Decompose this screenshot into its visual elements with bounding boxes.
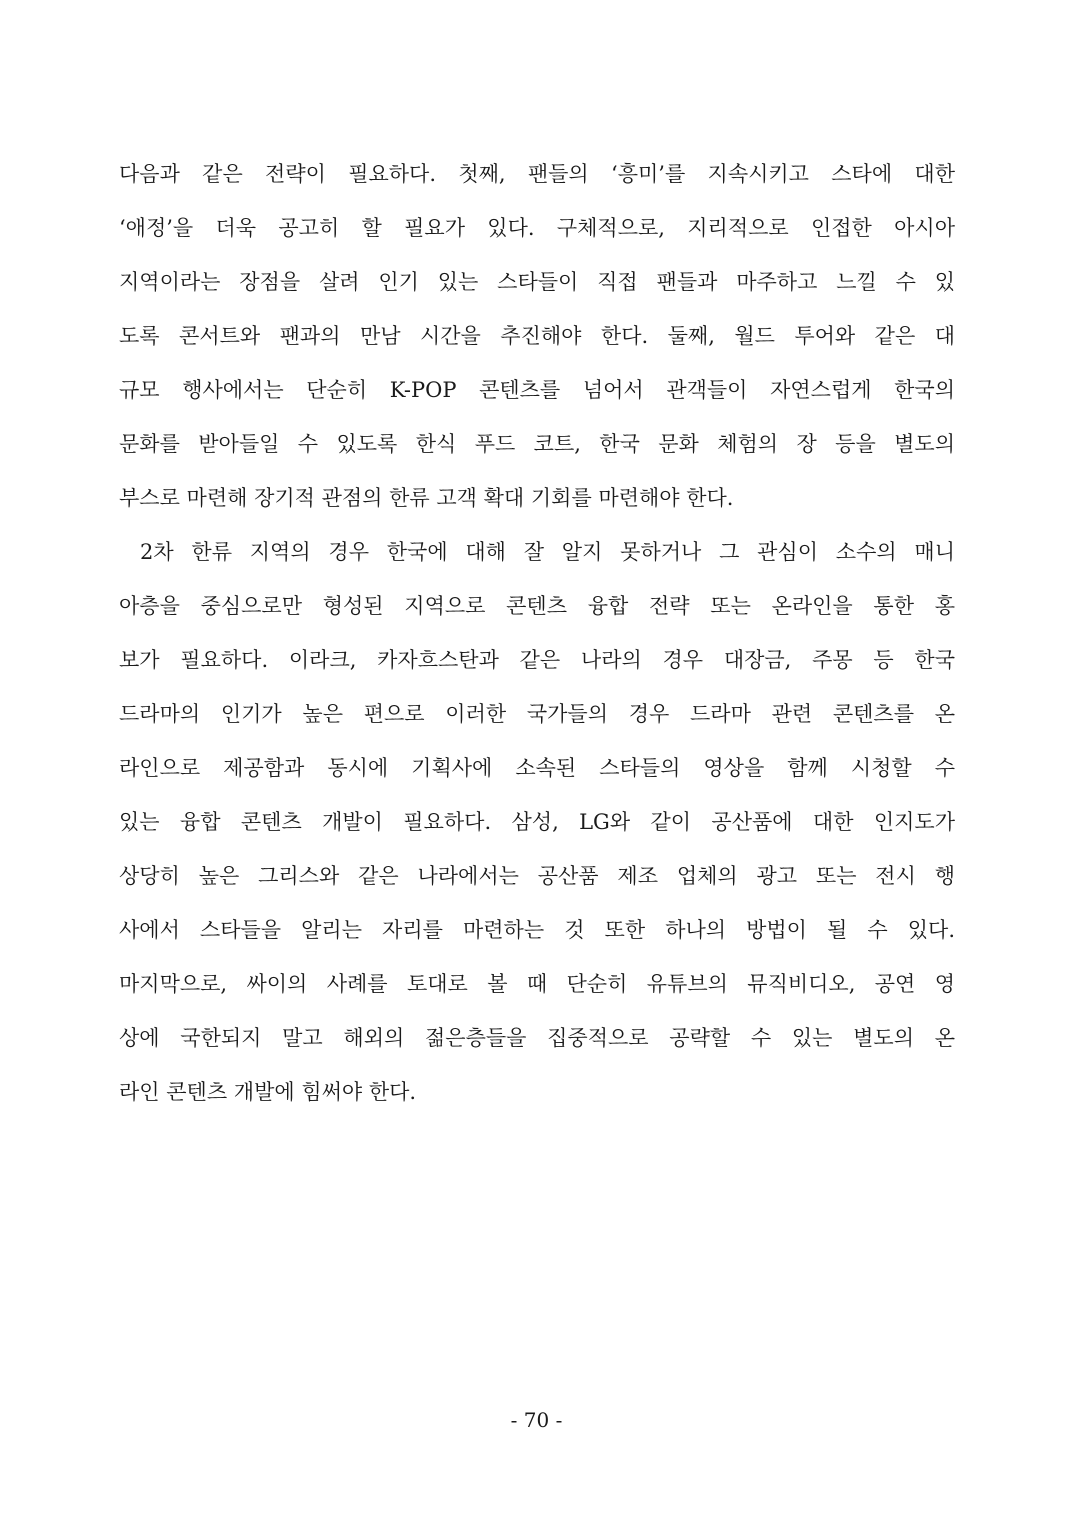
paragraph-2 bbox=[119, 525, 955, 1119]
text-line: 문화를 받아들일 수 있도록 한식 푸드 코트, 한국 문화 체험의 장 등을 별도의 bbox=[119, 432, 955, 456]
text-line: 있는 융합 콘텐츠 개발이 필요하다. 삼성, LG와 같이 공산품에 대한 인지도가 bbox=[119, 810, 955, 834]
text-line: 지역이라는 장점을 살려 인기 있는 스타들이 직접 팬들과 마주하고 느낄 수 있 bbox=[119, 270, 955, 294]
text-line: 규모 행사에서는 단순히 K-POP 콘텐츠를 넘어서 관객들이 자연스럽게 한국의 bbox=[119, 378, 955, 402]
text-line: 도록 콘서트와 팬과의 만남 시간을 추진해야 한다. 둘째, 월드 투어와 같은 대 bbox=[119, 324, 955, 348]
text-line: 2차 한류 지역의 경우 한국에 대해 잘 알지 못하거나 그 관심이 소수의 매니 bbox=[140, 540, 955, 564]
page-number: - 70 - bbox=[510, 1408, 563, 1432]
paragraph-1 bbox=[119, 147, 955, 525]
text-line: 상당히 높은 그리스와 같은 나라에서는 공산품 제조 업체의 광고 또는 전시 행 bbox=[119, 864, 955, 888]
text-line: 라인으로 제공함과 동시에 기획사에 소속된 스타들의 영상을 함께 시청할 수 bbox=[119, 756, 955, 780]
text-line: 상에 국한되지 말고 해외의 젊은층들을 집중적으로 공략할 수 있는 별도의 온 bbox=[119, 1026, 955, 1050]
text-line: 아층을 중심으로만 형성된 지역으로 콘텐츠 융합 전략 또는 온라인을 통한 홍 bbox=[119, 594, 955, 618]
text-line: 사에서 스타들을 알리는 자리를 마련하는 것 또한 하나의 방법이 될 수 있다. bbox=[119, 918, 955, 942]
text-line: ‘애정’을 더욱 공고히 할 필요가 있다. 구체적으로, 지리적으로 인접한 아시아 bbox=[119, 216, 955, 240]
text-line: 다음과 같은 전략이 필요하다. 첫째, 팬들의 ‘흥미’를 지속시키고 스타에 대한 bbox=[119, 162, 955, 186]
text-line: 라인 콘텐츠 개발에 힘써야 한다. bbox=[119, 1080, 417, 1104]
text-line: 드라마의 인기가 높은 편으로 이러한 국가들의 경우 드라마 관련 콘텐츠를 온 bbox=[119, 702, 955, 726]
text-line: 마지막으로, 싸이의 사례를 토대로 볼 때 단순히 유튜브의 뮤직비디오, 공연 영 bbox=[119, 972, 955, 996]
document-body bbox=[119, 147, 955, 1119]
text-line: 보가 필요하다. 이라크, 카자흐스탄과 같은 나라의 경우 대장금, 주몽 등 한국 bbox=[119, 648, 955, 672]
text-line: 부스로 마련해 장기적 관점의 한류 고객 확대 기회를 마련해야 한다. bbox=[119, 486, 734, 510]
